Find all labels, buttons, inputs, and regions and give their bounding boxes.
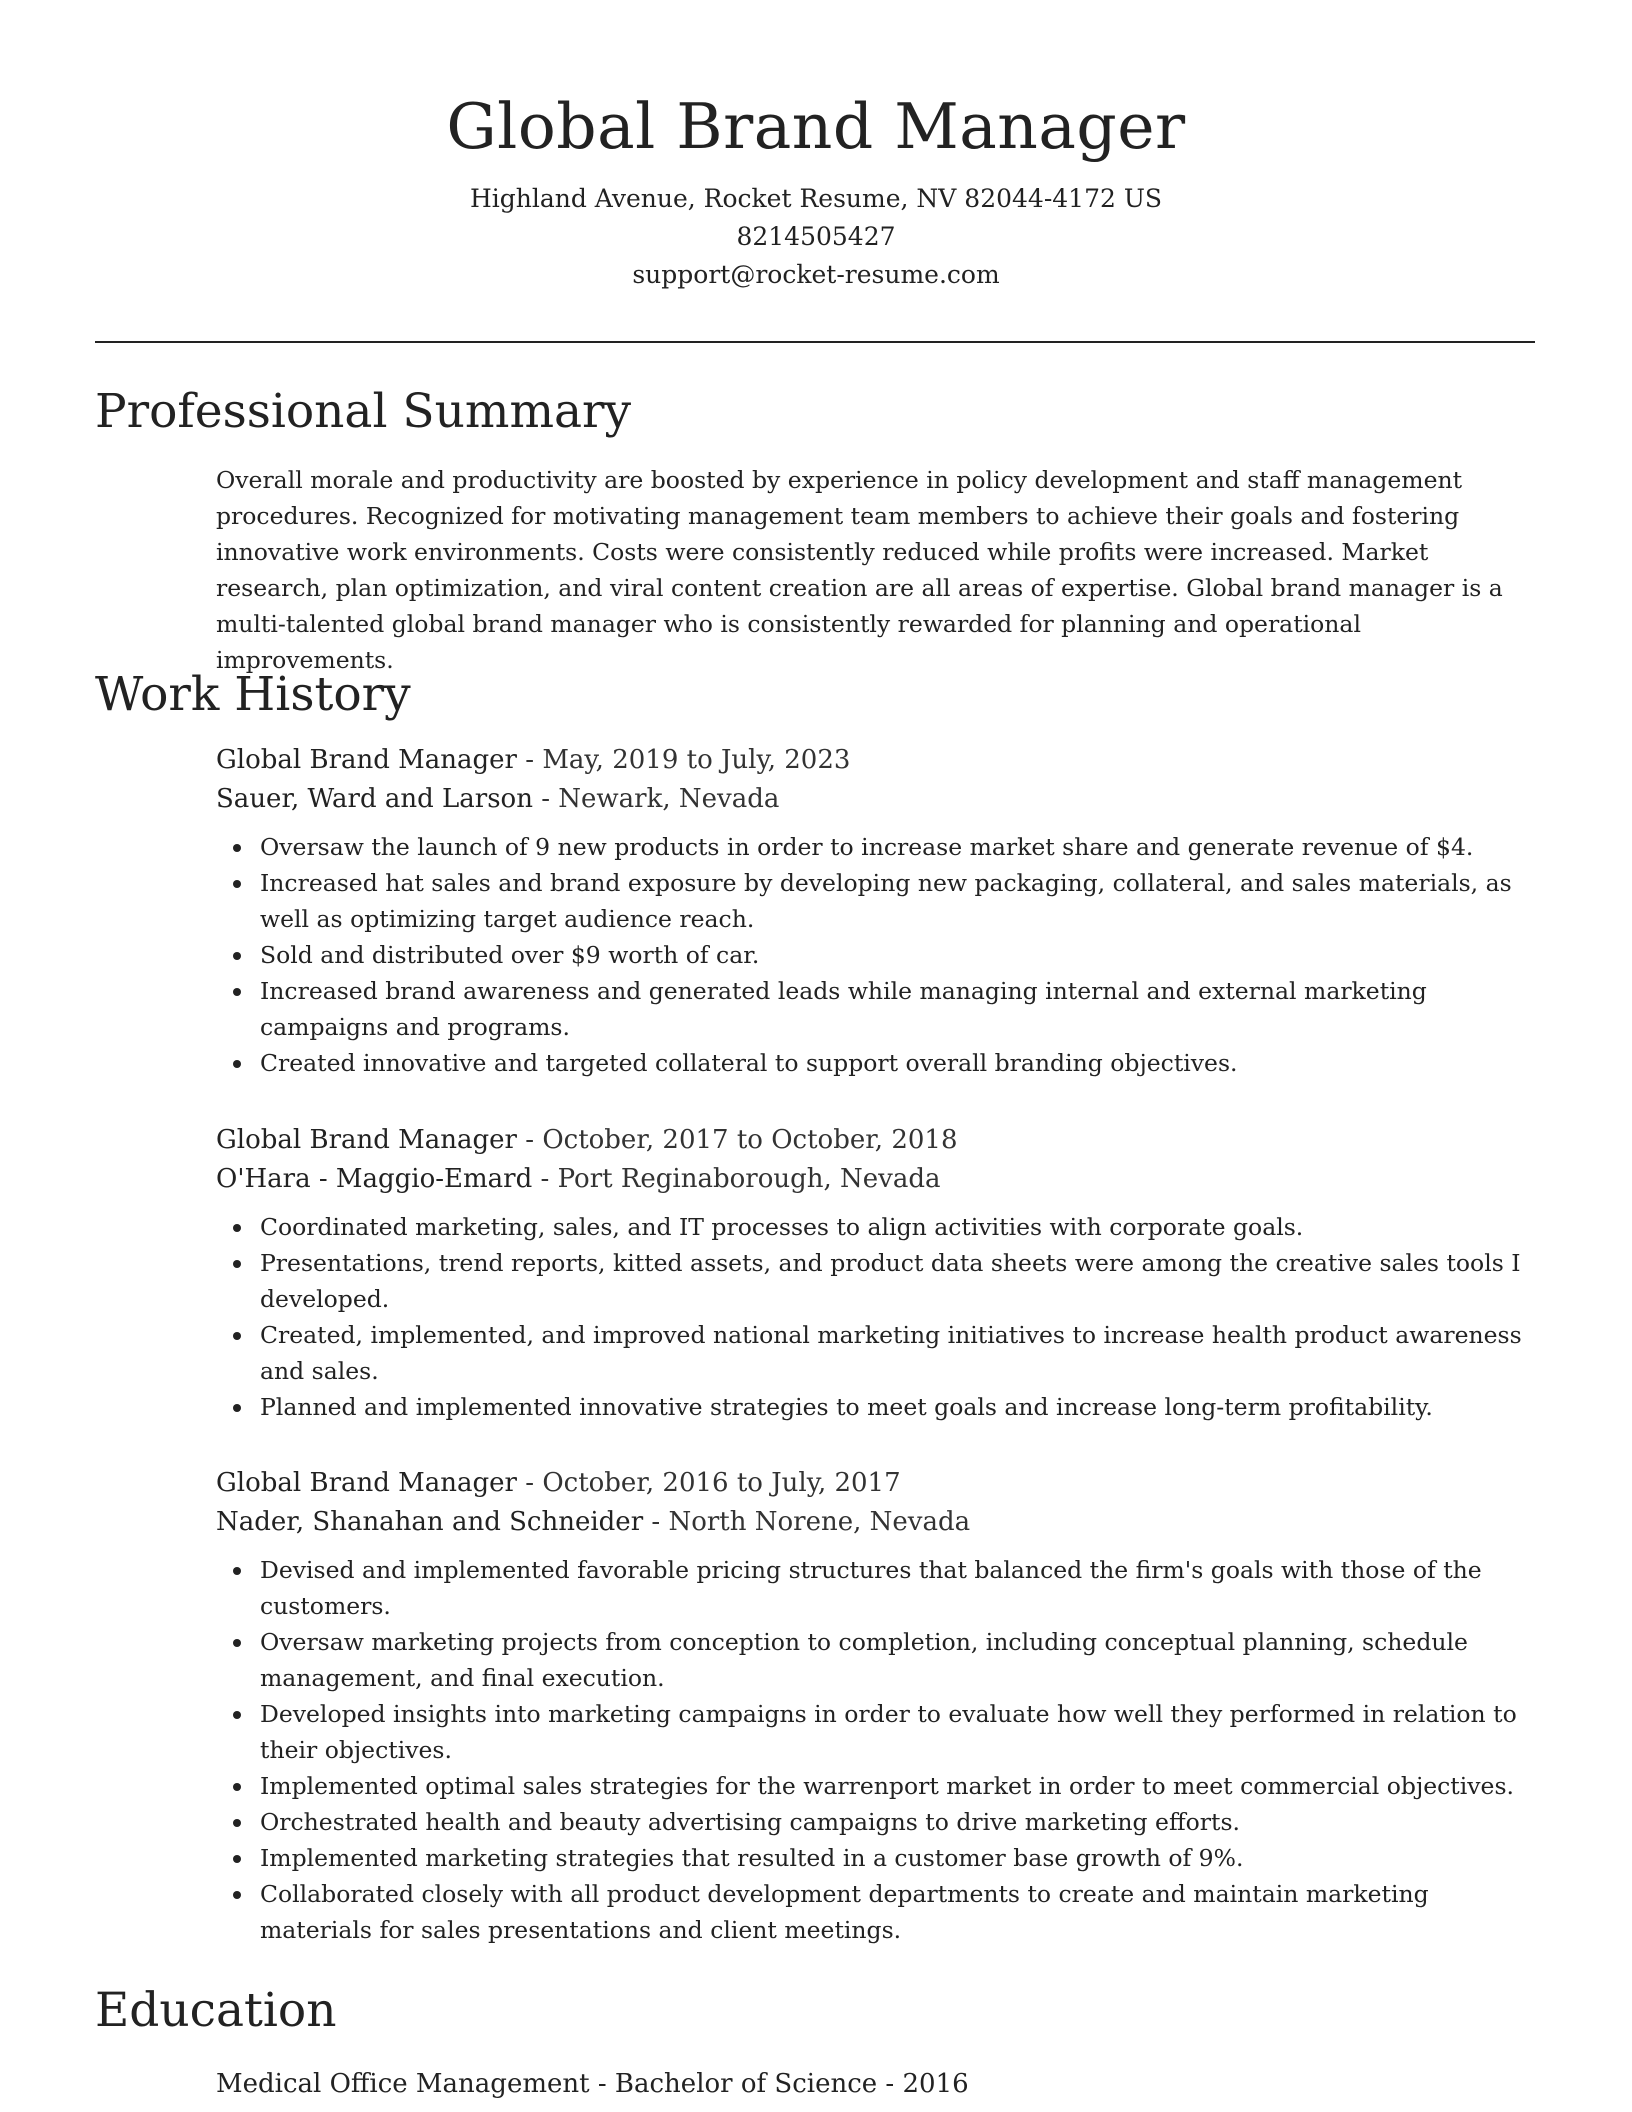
job-bullets [216, 1552, 1536, 1948]
job-role: Global Brand Manager [216, 1468, 517, 1498]
separator: - [516, 1468, 543, 1498]
job-company: Nader, Shanahan and Schneider [216, 1507, 644, 1537]
job-dates: October, 2017 to October, 2018 [542, 1125, 958, 1155]
bullet-item: Created, implemented, and improved national marketing initiatives to increase health product awareness and sales. [260, 1317, 1536, 1389]
bullet-item: Developed insights into marketing campaigns in order to evaluate how well they performed in relation to their objectives. [260, 1696, 1536, 1768]
bullet-item: Oversaw marketing projects from conception to completion, including conceptual planning, schedule management, and final execution. [260, 1624, 1536, 1696]
education-entry [216, 2065, 1536, 2104]
separator: - [643, 1507, 669, 1537]
job-location: Newark, Nevada [558, 784, 780, 814]
job-dates: October, 2016 to July, 2017 [542, 1468, 901, 1498]
candidate-name: Global Brand Manager [446, 90, 1186, 163]
summary-text: Overall morale and productivity are boosted by experience in policy development and staff management procedures. Recognized for motivating management team members to achieve their goals and fostering innovative work environments. Costs were consistently reduced while profits were increased. Market research, plan optimization, and viral content creation are all areas of expertise. Global brand manager is a multi-talented global brand manager who is consistently rewarded for planning and operational improvements. [216, 466, 1503, 674]
education-year: 2016 [902, 2069, 969, 2099]
bullet-item: Planned and implemented innovative strategies to meet goals and increase long-term profitability. [260, 1389, 1536, 1425]
bullet-item: Created innovative and targeted collateral to support overall branding objectives. [260, 1045, 1536, 1081]
education-heading: Education [95, 1983, 337, 2038]
job-role: Global Brand Manager [216, 1125, 517, 1155]
separator: - [589, 2069, 615, 2099]
separator: - [516, 745, 543, 775]
work-history-heading: Work History [95, 667, 411, 722]
bullet-item: Presentations, trend reports, kitted assets, and product data sheets were among the creative sales tools I developed. [260, 1245, 1536, 1317]
job-title-line [216, 1121, 1536, 1160]
bullet-item: Oversaw the launch of 9 new products in order to increase market share and generate revenue of $4. [260, 829, 1536, 865]
contact-info [0, 180, 1632, 294]
email[interactable]: support@rocket-resume.com [632, 260, 1000, 289]
job-title-line [216, 741, 1536, 780]
job-company: O'Hara - Maggio-Emard [216, 1164, 533, 1194]
summary-heading: Professional Summary [95, 384, 632, 439]
job-entry [216, 1464, 1536, 1948]
bullet-item: Collaborated closely with all product development departments to create and maintain marketing materials for sales presentations and client meetings. [260, 1876, 1536, 1948]
job-bullets [216, 1209, 1536, 1425]
header-divider [95, 341, 1535, 343]
job-location: Port Reginaborough, Nevada [557, 1164, 941, 1194]
bullet-item: Increased brand awareness and generated leads while managing internal and external marketing campaigns and programs. [260, 973, 1536, 1045]
phone: 8214505427 [736, 222, 896, 251]
job-company-line [216, 1160, 1536, 1199]
education-degree: Bachelor of Science [614, 2069, 878, 2099]
address: Highland Avenue, Rocket Resume, NV 82044-4172 US [469, 184, 1163, 213]
bullet-item: Orchestrated health and beauty advertising campaigns to drive marketing efforts. [260, 1804, 1536, 1840]
job-company-line [216, 780, 1536, 819]
bullet-item: Increased hat sales and brand exposure by developing new packaging, collateral, and sales materials, as well as optimizing target audience reach. [260, 865, 1536, 937]
job-role: Global Brand Manager [216, 745, 517, 775]
resume-header [0, 84, 1632, 294]
job-entry [216, 741, 1536, 1081]
job-entry [216, 1121, 1536, 1425]
separator: - [516, 1125, 543, 1155]
job-company-line [216, 1503, 1536, 1542]
job-company: Sauer, Ward and Larson [216, 784, 533, 814]
bullet-item: Devised and implemented favorable pricing structures that balanced the firm's goals with those of the customers. [260, 1552, 1536, 1624]
job-title-line [216, 1464, 1536, 1503]
bullet-item: Implemented marketing strategies that resulted in a customer base growth of 9%. [260, 1840, 1536, 1876]
bullet-item: Sold and distributed over $9 worth of car. [260, 937, 1536, 973]
education-field: Medical Office Management [216, 2069, 590, 2099]
separator: - [877, 2069, 903, 2099]
separator: - [532, 1164, 558, 1194]
job-dates: May, 2019 to July, 2023 [542, 745, 851, 775]
bullet-item: Implemented optimal sales strategies for the warrenport market in order to meet commercial objectives. [260, 1768, 1536, 1804]
separator: - [532, 784, 559, 814]
job-location: North Norene, Nevada [668, 1507, 971, 1537]
job-bullets [216, 829, 1536, 1081]
bullet-item: Coordinated marketing, sales, and IT processes to align activities with corporate goals. [260, 1209, 1536, 1245]
